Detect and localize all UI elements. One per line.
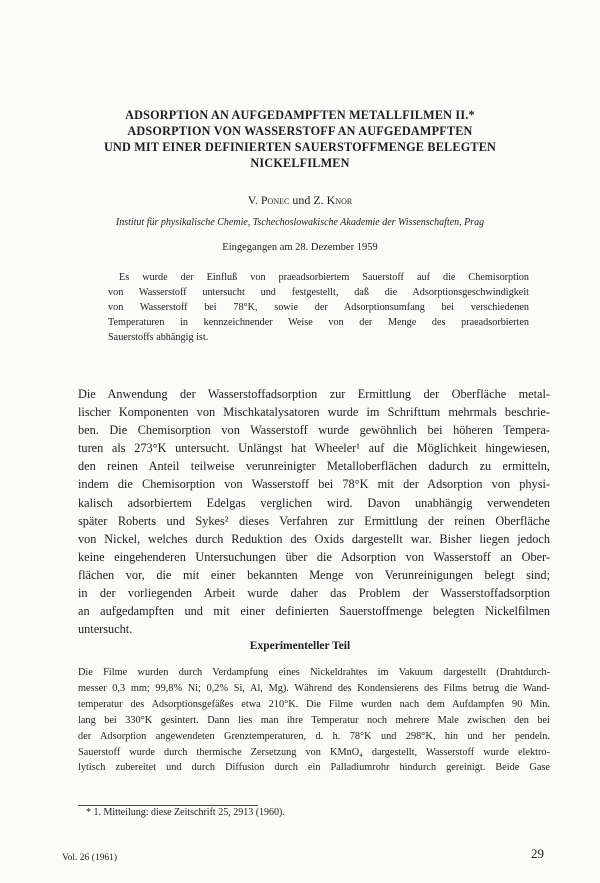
intro-line: untersucht. <box>78 622 133 637</box>
author-2-name: Knor <box>326 193 353 207</box>
article-title <box>60 107 540 171</box>
author-1-initial: V. <box>247 193 261 207</box>
volume-info: Vol. 26 (1961) <box>62 853 117 863</box>
intro-line: später Roberts und Sykes² dieses Verfahren zur Ermittlung der reinen Oberfläche <box>78 513 550 528</box>
experimental-line: messer 0,3 mm; 99,8% Ni; 0,2% Si, Al, Mg). Während des Kondensierens des Films betrug die Wand- <box>78 682 550 694</box>
author-connector: und <box>289 193 314 207</box>
footnote: * 1. Mitteilung: diese Zeitschrift 25, 2913 (1960). <box>86 807 285 818</box>
author-line <box>0 193 600 207</box>
intro-line: ben. Die Chemisorption von Wasserstoff wurde gewöhnlich bei höheren Tempera- <box>78 423 550 438</box>
author-1-name: Ponec <box>260 193 290 207</box>
title-line-4: NICKELFILMEN <box>250 156 350 170</box>
intro-line: in der vorliegenden Arbeit wurde daher das Problem der Wasserstoffadsorption <box>78 586 550 601</box>
title-line-2: ADSORPTION VON WASSERSTOFF AN AUFGEDAMPFTEN <box>127 124 473 138</box>
title-line-3: UND MIT EINER DEFINIERTEN SAUERSTOFFMENGE BELEGTEN <box>103 140 497 154</box>
intro-line: keine eingehenderen Untersuchungen über die Adsorption von Wasserstoff an Ober- <box>78 549 550 564</box>
intro-line: kalisch adsorbiertem Edelgas verglichen wird. Davon unabhängig verwendeten <box>78 495 550 510</box>
experimental-line: lang bei 330°K gesintert. Dann lies man ihre Temperatur noch mehrere Male zwischen den bei <box>78 714 550 726</box>
section-heading: Experimenteller Teil <box>249 640 351 652</box>
experimental-line: temperatur des Adsorptionsgefäßes etwa 210°K. Die Filme wurden nach dem Aufdampfen 90 Min. <box>78 698 550 710</box>
intro-line: flächen vor, die mit einer bekannten Menge von Verunreinigungen belegt sind; <box>78 567 550 582</box>
intro-line: von Nickel, welches durch Reduktion des Oxids dargestellt war. Bisher liegen jedoch <box>78 531 550 546</box>
page-number: 29 <box>531 846 544 861</box>
institute-affiliation: Institut für physikalische Chemie, Tschechoslowakische Akademie der Wissenschaften, Prag <box>115 217 485 228</box>
abstract-line: Es wurde der Einfluß von praeadsorbiertem Sauerstoff auf die Chemisorption <box>119 272 529 283</box>
intro-line: lischer Komponenten von Mischkatalysatoren wurde im Schrifttum mehrmals beschrie- <box>78 405 550 420</box>
intro-line: turen als 273°K untersucht. Unlängst hat Wheeler¹ auf die Möglichkeit hingewiesen, <box>78 441 550 456</box>
experimental-paragraph <box>78 665 550 776</box>
introduction-paragraph <box>78 385 550 638</box>
received-date: Eingegangen am 28. Dezember 1959 <box>222 242 378 253</box>
experimental-line: lytisch zubereitet und durch Diffusion durch ein Palladiumrohr hindurch gereinigt. Beide Gase <box>78 762 550 774</box>
intro-line: den reinen Anteil teilweise verunreinigter Metalloberflächen dadurch zu ermitteln, <box>78 459 550 474</box>
experimental-line: Die Filme wurden durch Verdampfung eines Nickeldrahtes im Vakuum dargestellt (Drahtdurch- <box>78 667 550 678</box>
abstract-line: von Wasserstoff untersucht und festgestellt, daß die Adsorptionsgeschwindigkeit <box>108 287 529 298</box>
abstract-line: Temperaturen in kennzeichnender Weise von der Menge des praeadsorbierten <box>108 317 529 328</box>
abstract-line: von Wasserstoff bei 78°K, sowie der Adsorptionsumfang bei verschiedenen <box>108 302 529 313</box>
abstract-line: Sauerstoffs abhängig ist. <box>108 332 209 343</box>
author-2-initial: Z. <box>313 193 327 207</box>
abstract <box>108 270 529 345</box>
intro-line: an aufgedampften und mit einer definierten Sauerstoffmenge belegten Nickelfilmen <box>78 604 550 619</box>
experimental-line: Sauerstoff wurde durch thermische Zersetzung von KMnO₄ dargestellt, Wasserstoff wurde elektro- <box>78 746 550 758</box>
title-line-1: ADSORPTION AN AUFGEDAMPFTEN METALLFILMEN II.* <box>125 108 475 122</box>
intro-line: Die Anwendung der Wasserstoffadsorption zur Ermittlung der Oberfläche metal- <box>78 387 550 401</box>
intro-line: indem die Chemisorption von Wasserstoff bei 78°K mit der Adsorption von physi- <box>78 477 550 492</box>
experimental-line: der Adsorption angewendeten Grenztemperaturen, d. h. 78°K und 298°K, hin und her pendeln. <box>78 730 550 742</box>
